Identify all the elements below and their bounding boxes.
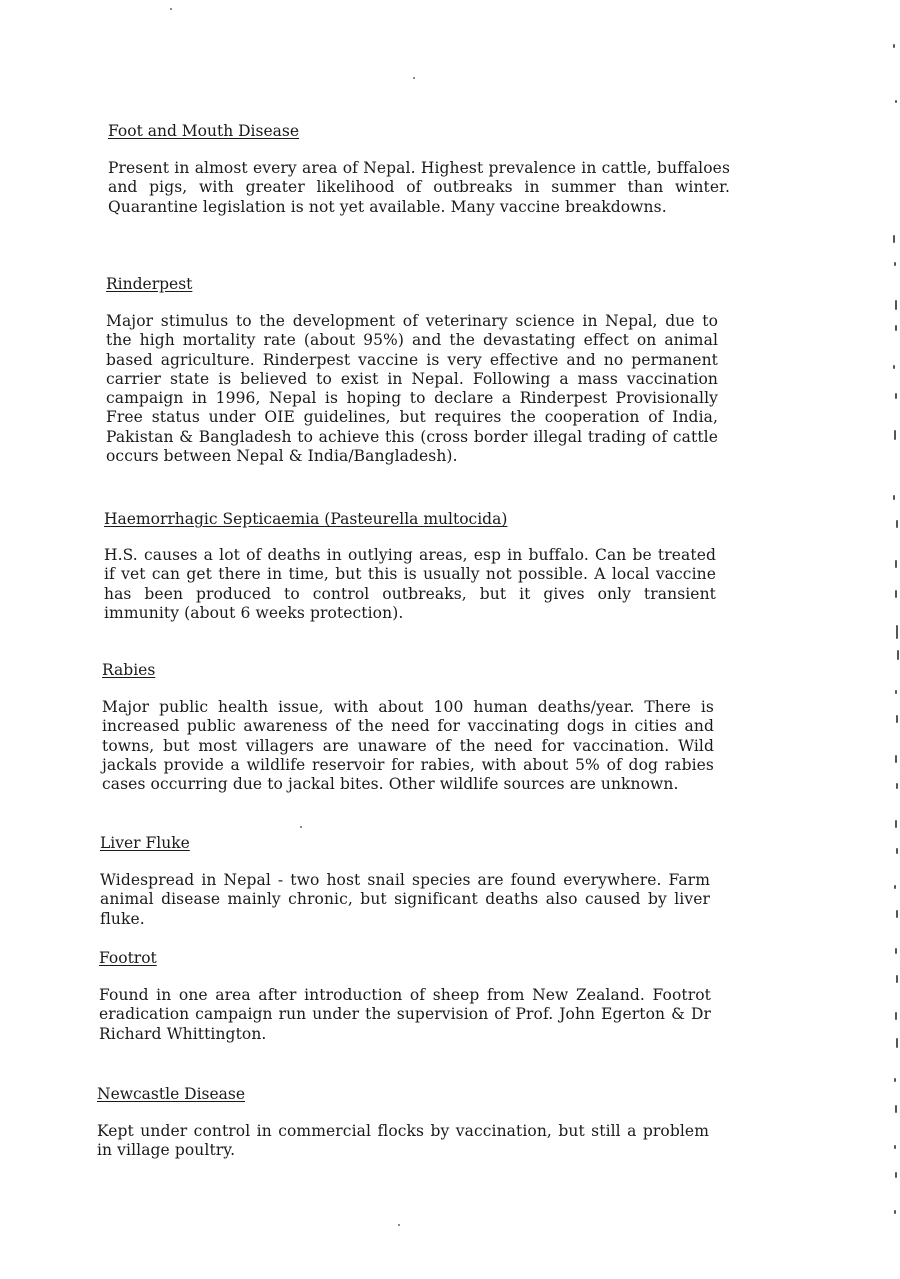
section-body: Present in almost every area of Nepal. Highest prevalence in cattle, buffaloes and pigs, with greater likelihood of outbreaks in summer than winter. Quarantine legislation is not yet available. Many vaccine breakdowns. [108, 159, 730, 216]
section-footrot [99, 949, 711, 1044]
section-body: Major stimulus to the development of veterinary science in Nepal, due to the high mortality rate (about 95%) and the devastating effect on animal based agriculture. Rinderpest vaccine is very effective and no permanent carrier state is believed to exist in Nepal. Following a mass vaccination campaign in 1996, Nepal is hoping to declare a Rinderpest Provisionally Free status under OIE guidelines, but requires the cooperation of India, Pakistan & Bangladesh to achieve this (cross border illegal trading of cattle occurs between Nepal & India/Bangladesh). [106, 312, 718, 466]
section-body: Found in one area after introduction of sheep from New Zealand. Footrot eradication campaign run under the supervision of Prof. John Egerton & Dr Richard Whittington. [99, 986, 711, 1043]
section-liver-fluke [100, 834, 710, 929]
section-rinderpest [106, 275, 718, 466]
section-body: Kept under control in commercial flocks by vaccination, but still a problem in village poultry. [97, 1122, 709, 1160]
section-heading: Rinderpest [106, 275, 193, 293]
section-foot-and-mouth [108, 122, 730, 217]
section-heading: Haemorrhagic Septicaemia (Pasteurella multocida) [104, 510, 508, 528]
section-body: Major public health issue, with about 100 human deaths/year. There is increased public awareness of the need for vaccinating dogs in cities and towns, but most villagers are unaware of the need for vaccination. Wild jackals provide a wildlife reservoir for rabies, with about 5% of dog rabies cases occurring due to jackal bites. Other wildlife sources are unknown. [102, 698, 714, 794]
section-heading: Newcastle Disease [97, 1085, 246, 1103]
section-heading: Footrot [99, 949, 157, 967]
section-heading: Foot and Mouth Disease [108, 122, 300, 140]
section-haemorrhagic-septicaemia [104, 510, 716, 623]
section-body: Widespread in Nepal - two host snail species are found everywhere. Farm animal disease mainly chronic, but significant deaths also caused by liver fluke. [100, 871, 710, 928]
section-heading: Rabies [102, 661, 156, 679]
section-heading: Liver Fluke [100, 834, 190, 852]
section-newcastle-disease [97, 1085, 709, 1161]
section-body: H.S. causes a lot of deaths in outlying areas, esp in buffalo. Can be treated if vet can get there in time, but this is usually not possible. A local vaccine has been produced to control outbreaks, but it gives only transient immunity (about 6 weeks protection). [104, 546, 716, 622]
section-rabies [102, 661, 714, 794]
